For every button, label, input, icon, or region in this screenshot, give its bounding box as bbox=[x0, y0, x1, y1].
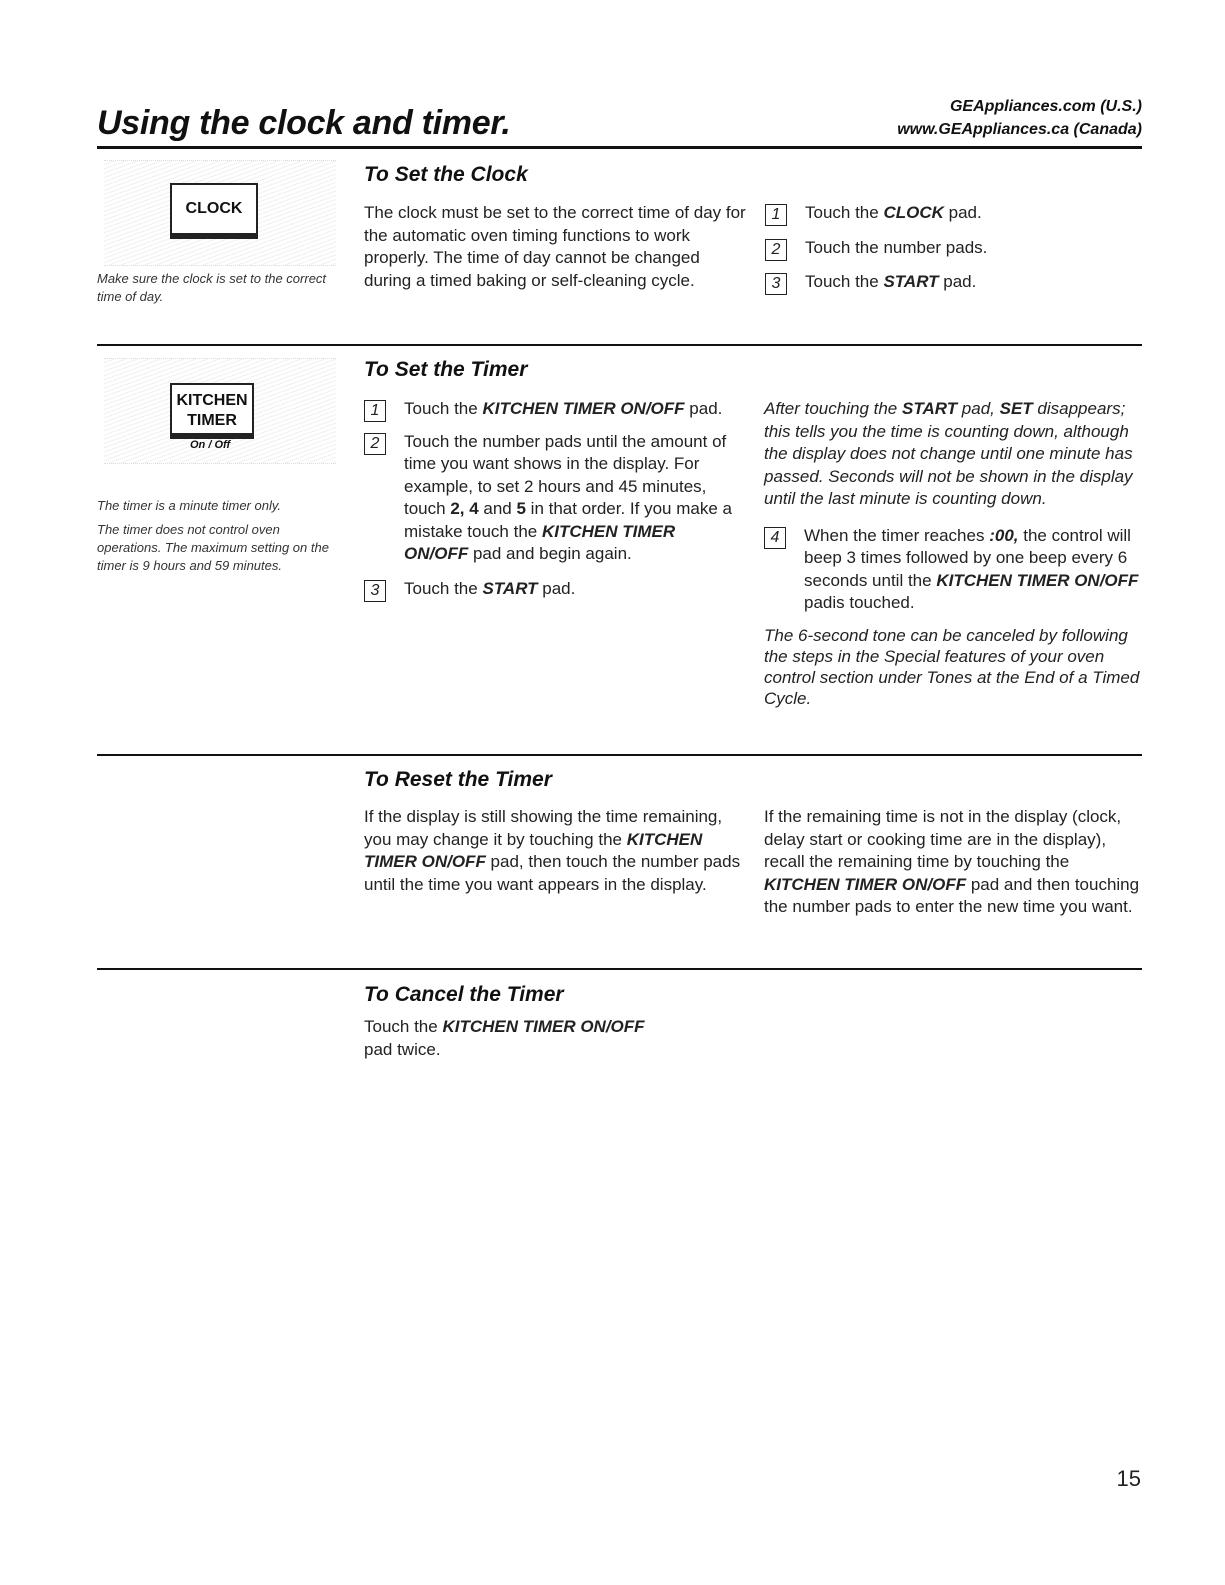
set-clock-step-1 bbox=[765, 202, 1135, 225]
header-rule bbox=[97, 146, 1142, 149]
step-number-icon: 3 bbox=[765, 273, 787, 295]
reset-timer-heading: To Reset the Timer bbox=[364, 768, 552, 791]
site-ca-link[interactable]: www.GEAppliances.ca (Canada) bbox=[897, 121, 1142, 138]
timer-pad-label-2: TIMER bbox=[187, 412, 237, 429]
page-number: 15 bbox=[1116, 1466, 1141, 1491]
clock-pad-label: CLOCK bbox=[185, 200, 243, 217]
set-timer-step-1 bbox=[364, 398, 738, 421]
cancel-pad-name: KITCHEN TIMER ON/OFF bbox=[442, 1017, 645, 1036]
timer-caption-2: The timer does not control oven operations. The maximum setting on the timer is 9 hours and 59 minutes. bbox=[97, 522, 329, 573]
step-text: and bbox=[478, 499, 517, 518]
step-text: Touch the bbox=[805, 272, 884, 291]
clock-pad-illustration bbox=[104, 160, 336, 266]
cancel-timer-text bbox=[364, 1016, 664, 1061]
clock-pad-key bbox=[170, 183, 258, 239]
step-pad-name: KITCHEN TIMER ON/OFF bbox=[936, 570, 1139, 590]
reset-pad-name: KITCHEN TIMER ON/OFF bbox=[764, 874, 967, 894]
set-clock-step-2 bbox=[765, 237, 1135, 260]
tone-cancel-note: The 6-second tone can be canceled by following the steps in the Special features of your oven control section under Tones at the End of a Timed Cycle. bbox=[764, 625, 1140, 708]
step-number-icon: 1 bbox=[765, 204, 787, 226]
reset-pad-name: KITCHEN TIMER ON/OFF bbox=[364, 829, 703, 871]
timer-pad-key bbox=[170, 383, 254, 439]
note-text: disappears; this tells you the time is counting down, although the display does not change until one minute has passed. Seconds will not be shown in the display until the last minute is counting down. bbox=[764, 399, 1133, 508]
set-timer-right-column bbox=[764, 398, 1140, 709]
clock-caption: Make sure the clock is set to the correct time of day. bbox=[97, 271, 327, 304]
note-pad-name: START bbox=[901, 399, 958, 418]
set-timer-step-4 bbox=[764, 525, 1140, 615]
set-clock-step-3 bbox=[765, 271, 1135, 294]
step-number-icon: 1 bbox=[364, 400, 386, 422]
section-divider bbox=[97, 754, 1142, 756]
reset-timer-right-text bbox=[764, 806, 1140, 919]
step-text: Touch the number pads until the amount of time you want shows in the display. For example, to set 2 hours and 45 minutes, touch bbox=[404, 431, 727, 518]
step-text: padis touched. bbox=[804, 593, 915, 612]
step-text: Touch the bbox=[404, 399, 483, 418]
note-display-word: SET bbox=[999, 399, 1033, 418]
set-clock-steps bbox=[765, 202, 1135, 294]
set-clock-heading: To Set the Clock bbox=[364, 163, 528, 186]
step-digits: 2, 4 bbox=[450, 499, 479, 518]
step-text: Touch the bbox=[805, 203, 884, 222]
note-text: After touching the bbox=[764, 399, 902, 418]
set-timer-heading: To Set the Timer bbox=[364, 358, 528, 381]
set-clock-intro: The clock must be set to the correct time of day for the automatic oven timing functions to work properly. The time of day cannot be changed during a timed baking or self-cleaning cycle. bbox=[364, 203, 746, 290]
reset-text: If the display is still showing the time remaining, you may change it by touching the bbox=[364, 807, 723, 849]
timer-pad-illustration bbox=[104, 358, 336, 464]
step-number-icon: 4 bbox=[764, 527, 786, 549]
cancel-timer-heading: To Cancel the Timer bbox=[364, 983, 564, 1006]
step-number-icon: 2 bbox=[364, 433, 386, 455]
step-pad-name: START bbox=[883, 272, 939, 291]
timer-pad-sublabel: On / Off bbox=[190, 439, 231, 451]
step-number-icon: 3 bbox=[364, 580, 386, 602]
step-pad-name: KITCHEN TIMER ON/OFF bbox=[404, 521, 676, 563]
step-digits: 5 bbox=[516, 499, 526, 518]
step-text: pad. bbox=[938, 272, 977, 291]
page-title: Using the clock and timer. bbox=[97, 104, 511, 142]
step-text: Touch the bbox=[404, 578, 483, 598]
timer-caption-1: The timer is a minute timer only. bbox=[97, 498, 281, 513]
step-text: the control will beep 3 times followed by one beep every 6 seconds until the bbox=[804, 525, 1131, 590]
section-divider bbox=[97, 968, 1142, 970]
step-text: pad. bbox=[537, 578, 576, 598]
cancel-text: Touch the bbox=[364, 1017, 443, 1036]
step-text: pad and begin again. bbox=[468, 544, 632, 563]
reset-text: If the remaining time is not in the display (clock, delay start or cooking time are in the display), recall the remaining time by touching the bbox=[764, 807, 1122, 871]
step-text: pad. bbox=[684, 399, 723, 418]
reset-text: pad and then touching the number pads to enter the new time you want. bbox=[764, 874, 1140, 916]
step-text: When the timer reaches bbox=[804, 525, 990, 545]
reset-timer-left-text bbox=[364, 806, 748, 896]
step-display-value: :00, bbox=[989, 525, 1019, 545]
step-text: pad. bbox=[943, 203, 982, 222]
step-pad-name: KITCHEN TIMER ON/OFF bbox=[482, 399, 685, 418]
timer-pad-label-1: KITCHEN bbox=[176, 392, 248, 409]
step-pad-name: START bbox=[482, 578, 538, 598]
step-text: Touch the number pads. bbox=[805, 237, 988, 257]
reset-text: pad, then touch the number pads until the time you want appears in the display. bbox=[364, 852, 741, 894]
countdown-note bbox=[764, 398, 1140, 511]
step-text: in that order. If you make a mistake touch the bbox=[404, 499, 732, 541]
set-timer-step-2 bbox=[364, 431, 738, 566]
site-us-link[interactable]: GEAppliances.com (U.S.) bbox=[949, 98, 1142, 115]
note-text: pad, bbox=[957, 399, 1000, 418]
section-divider bbox=[97, 344, 1142, 346]
step-pad-name: CLOCK bbox=[883, 203, 944, 222]
set-timer-steps-left bbox=[364, 398, 738, 600]
step-number-icon: 2 bbox=[765, 239, 787, 261]
cancel-text: pad twice. bbox=[364, 1039, 441, 1059]
set-timer-step-3 bbox=[364, 578, 738, 601]
